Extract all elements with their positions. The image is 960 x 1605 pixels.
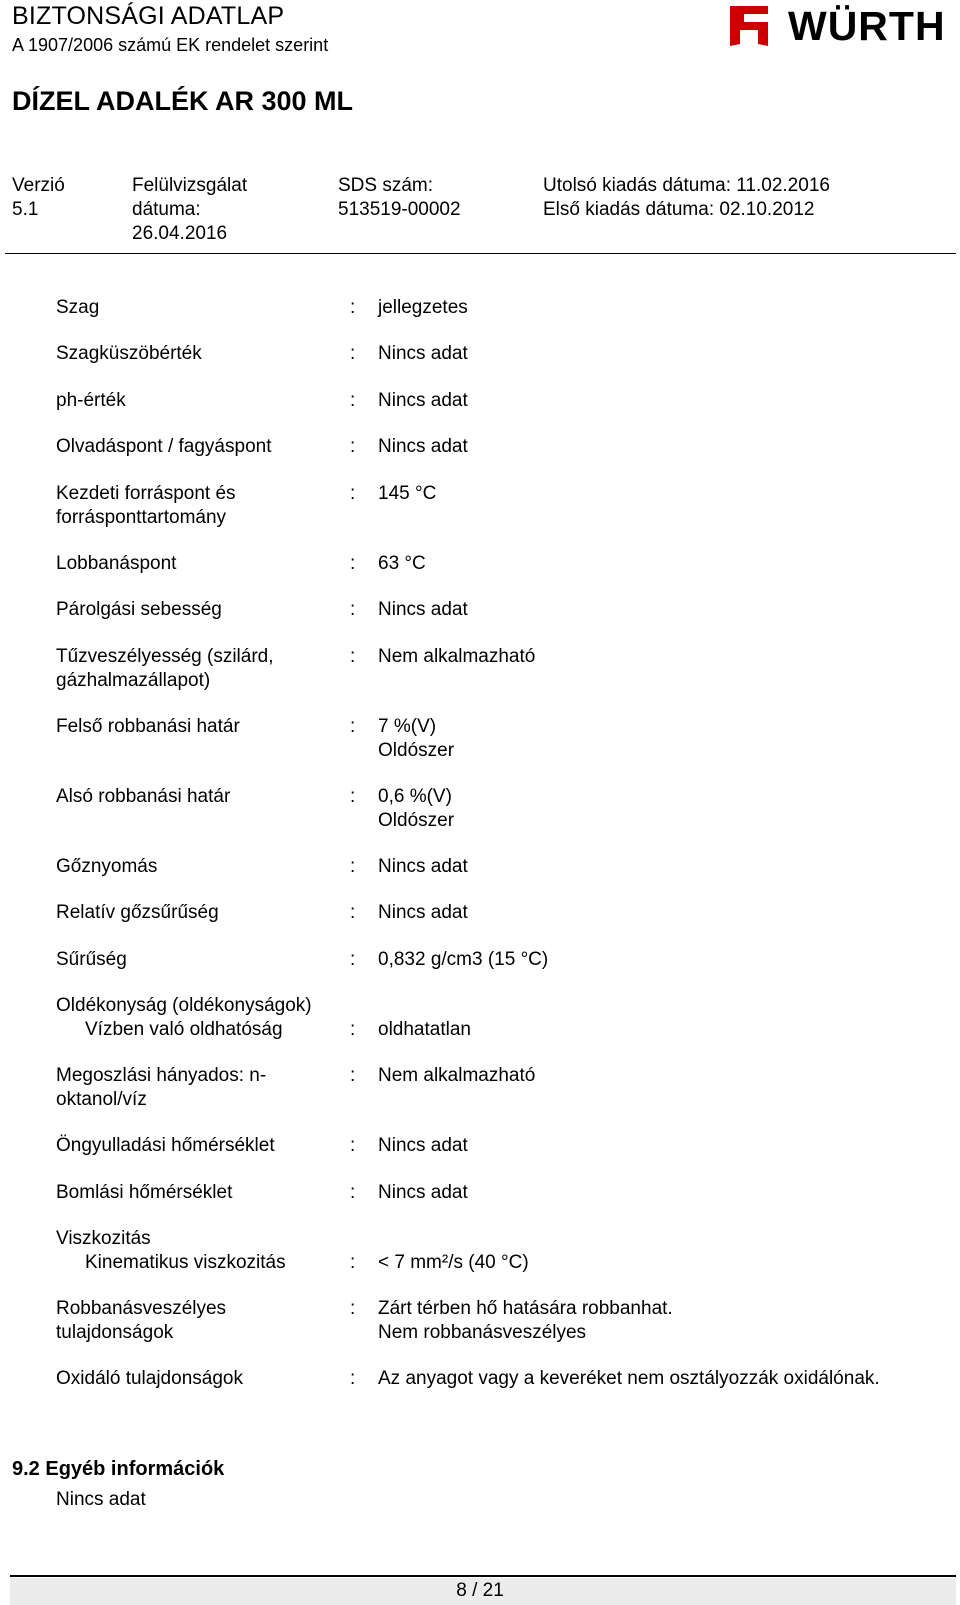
section-heading: 9.2 Egyéb információk <box>12 1458 225 1480</box>
brand-wordmark: WÜRTH <box>788 3 946 49</box>
property-value <box>378 785 454 833</box>
property-value: Nincs adat <box>378 902 468 923</box>
property-label: Relatív gőzsűrűség <box>56 902 219 923</box>
section-text: Nincs adat <box>56 1489 146 1510</box>
property-value: oldhatatlan <box>378 1019 471 1040</box>
property-value: Nincs adat <box>378 1135 468 1156</box>
sds-number: 513519-00002 <box>338 199 461 220</box>
property-value-line: Oldószer <box>378 740 455 761</box>
property-value: jellegzetes <box>378 297 468 318</box>
product-name: DÍZEL ADALÉK AR 300 ML <box>12 86 354 116</box>
last-issue-date: Utolsó kiadás dátuma: 11.02.2016 <box>543 175 830 196</box>
property-label-line: Kezdeti forráspont és <box>56 483 236 504</box>
property-label: Olvadáspont / fagyáspont <box>56 436 272 457</box>
page-number: 8 / 21 <box>456 1580 504 1601</box>
property-value: < 7 mm²/s (40 °C) <box>378 1252 529 1273</box>
property-label: Gőznyomás <box>56 856 158 877</box>
property-sub-label: Kinematikus viszkozitás <box>85 1252 286 1273</box>
colon: : <box>350 856 356 877</box>
colon: : <box>350 483 356 504</box>
document-type-title: BIZTONSÁGI ADATLAP <box>12 2 285 30</box>
colon: : <box>350 646 356 667</box>
property-value: Nincs adat <box>378 599 468 620</box>
version-label: Verzió <box>12 175 65 196</box>
property-label <box>56 994 346 1042</box>
colon: : <box>350 1298 356 1319</box>
property-label: Oxidáló tulajdonságok <box>56 1368 243 1389</box>
revision-date: 26.04.2016 <box>132 223 228 244</box>
colon: : <box>350 949 356 970</box>
property-label: Felső robbanási határ <box>56 716 240 737</box>
property-label: Bomlási hőmérséklet <box>56 1182 233 1203</box>
property-label: Öngyulladási hőmérséklet <box>56 1135 275 1156</box>
property-value-line: Zárt térben hő hatására robbanhat. <box>378 1298 673 1319</box>
property-label-line: Tűzveszélyesség (szilárd, <box>56 646 274 667</box>
property-label: ph-érték <box>56 390 126 411</box>
property-value: 145 °C <box>378 483 437 504</box>
property-value: Nincs adat <box>378 343 468 364</box>
property-label-line: gázhalmazállapot) <box>56 670 211 691</box>
property-label: Szagküszöbérték <box>56 343 202 364</box>
colon: : <box>350 297 356 318</box>
revision-label: Felülvizsgálat <box>132 175 248 196</box>
colon: : <box>350 390 356 411</box>
property-value: 0,832 g/cm3 (15 °C) <box>378 949 549 970</box>
property-label-line: oktanol/víz <box>56 1089 147 1110</box>
property-value-line: 7 %(V) <box>378 716 437 737</box>
version-block <box>12 174 65 222</box>
property-label: Lobbanáspont <box>56 553 177 574</box>
colon: : <box>350 902 356 923</box>
property-label-line: Robbanásveszélyes <box>56 1298 227 1319</box>
issue-dates-block <box>543 174 830 222</box>
colon: : <box>350 786 356 807</box>
property-value: Nincs adat <box>378 436 468 457</box>
property-label <box>56 1227 346 1275</box>
property-label <box>56 645 346 693</box>
property-value <box>378 1297 673 1345</box>
colon: : <box>350 1368 356 1389</box>
property-value: Nem alkalmazható <box>378 1065 536 1086</box>
version-value: 5.1 <box>12 199 39 220</box>
property-value: Nincs adat <box>378 856 468 877</box>
property-value: Nincs adat <box>378 1182 468 1203</box>
property-label-line: forrásponttartomány <box>56 507 227 528</box>
colon: : <box>350 436 356 457</box>
colon: : <box>350 1252 356 1273</box>
footer-divider <box>10 1575 956 1577</box>
property-value-line: Nem robbanásveszélyes <box>378 1322 587 1343</box>
property-label <box>56 1297 346 1345</box>
property-label-line: Megoszlási hányados: n- <box>56 1065 267 1086</box>
property-value <box>378 715 454 763</box>
property-label: Alsó robbanási határ <box>56 786 231 807</box>
wurth-emblem-icon <box>724 0 774 52</box>
revision-block <box>132 174 247 246</box>
property-label: Sűrűség <box>56 949 127 970</box>
regulation-reference: A 1907/2006 számú EK rendelet szerint <box>12 35 329 55</box>
property-label <box>56 1064 346 1112</box>
property-label: Szag <box>56 297 100 318</box>
header-divider <box>5 253 956 254</box>
property-value: Nincs adat <box>378 390 468 411</box>
wurth-logo <box>732 0 957 52</box>
property-value: Az anyagot vagy a keveréket nem osztályozzák oxidálónak. <box>378 1368 880 1389</box>
sds-label: SDS szám: <box>338 175 434 196</box>
colon: : <box>350 716 356 737</box>
sds-block <box>338 174 461 222</box>
colon: : <box>350 1182 356 1203</box>
colon: : <box>350 1065 356 1086</box>
first-issue-date: Első kiadás dátuma: 02.10.2012 <box>543 199 815 220</box>
property-value-line: Oldószer <box>378 810 455 831</box>
colon: : <box>350 1019 356 1040</box>
colon: : <box>350 343 356 364</box>
property-value-line: 0,6 %(V) <box>378 786 452 807</box>
property-group-label: Viszkozitás <box>56 1228 151 1249</box>
property-group-label: Oldékonyság (oldékonyságok) <box>56 995 312 1016</box>
property-sub-label: Vízben való oldhatóság <box>85 1019 283 1040</box>
revision-label-cont: dátuma: <box>132 199 201 220</box>
colon: : <box>350 599 356 620</box>
colon: : <box>350 1135 356 1156</box>
property-value: Nem alkalmazható <box>378 646 536 667</box>
colon: : <box>350 553 356 574</box>
property-label <box>56 482 346 530</box>
property-label: Párolgási sebesség <box>56 599 222 620</box>
property-label-line: tulajdonságok <box>56 1322 174 1343</box>
property-value: 63 °C <box>378 553 426 574</box>
